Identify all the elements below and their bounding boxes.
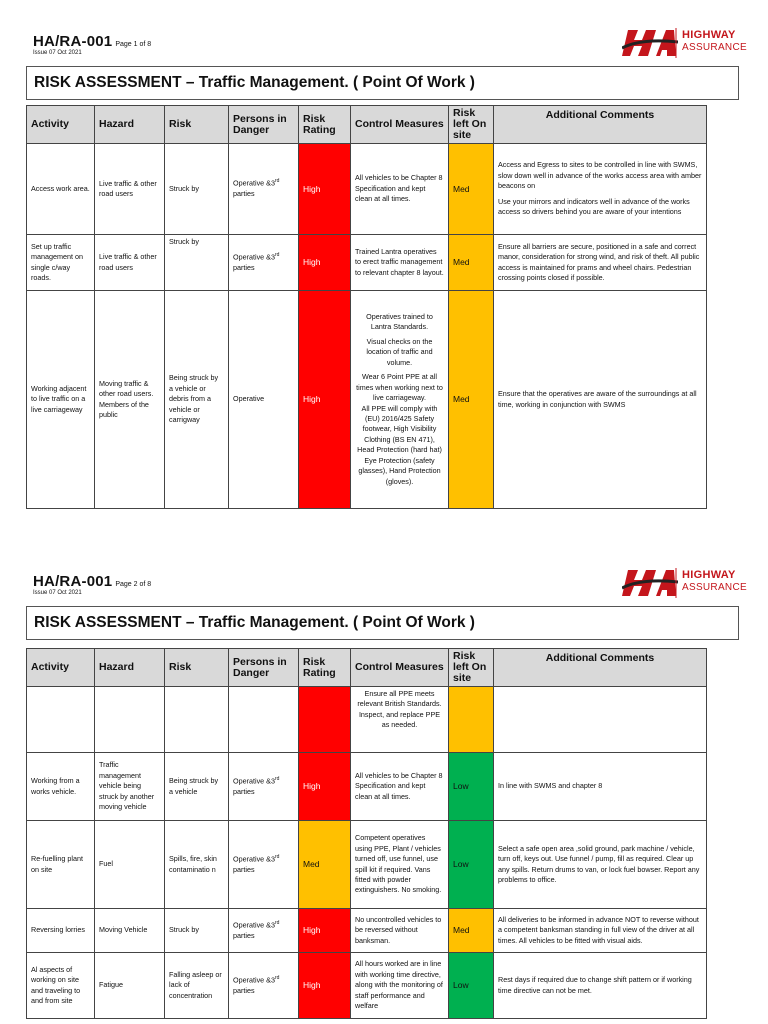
cell-left [449, 687, 494, 753]
col-activity: Activity [27, 649, 95, 687]
cell-comments [494, 909, 707, 953]
cell-activity: Re-fuelling plant on site [27, 821, 95, 909]
cell-left: Low [449, 821, 494, 909]
cell-risk: Struck by [165, 235, 229, 291]
col-left: Risk left On site [449, 106, 494, 144]
table-row [27, 753, 707, 821]
ordinal-suffix: rd [274, 775, 280, 782]
cell-persons: Operative &3rd parties [229, 909, 299, 953]
control-text: Trained Lantra operatives to erect traffic management to relevant chapter 8 layout. [355, 246, 444, 277]
cell-activity: Reversing lorries [27, 909, 95, 953]
cell-risk: Being struck by a vehicle or debris from a vehicle or carrigway [165, 291, 229, 509]
page-number: Page 2 of 8 [115, 581, 152, 588]
control-text: Ensure all PPE meets relevant British Standards. Inspect, and replace PPE as needed. [357, 689, 442, 730]
risk-table [26, 648, 707, 1019]
col-risk: Risk [165, 649, 229, 687]
col-persons: Persons in Danger [229, 106, 299, 144]
cell-rating: Med [299, 821, 351, 909]
logo-text-highway: HIGHWAY [682, 569, 736, 581]
logo-text-assurance: ASSURANCE [682, 582, 747, 593]
comment-text: Access and Egress to sites to be controlled in line with SWMS, slow down well in advance of the works access area with amber beacons on [498, 160, 702, 191]
control-text: All hours worked are in line with working time directive, along with the monitoring of staff performance and welfare [355, 959, 443, 1011]
control-text: Competent operatives using PPE, Plant / vehicles turned off, use funnel, use spill kit if required. Vans fitted with powder extinguishers. No smoking. [355, 833, 442, 895]
cell-activity [27, 687, 95, 753]
title-box [26, 606, 739, 640]
cell-rating: High [299, 144, 351, 235]
page-title: RISK ASSESSMENT – Traffic Management. ( Point Of Work ) [34, 74, 475, 91]
cell-rating: High [299, 953, 351, 1019]
cell-control [351, 753, 449, 821]
doc-header [33, 573, 151, 596]
cell-control [351, 953, 449, 1019]
cell-persons [229, 687, 299, 753]
ordinal-suffix: rd [274, 853, 280, 860]
cell-hazard [95, 687, 165, 753]
logo-text-assurance: ASSURANCE [682, 42, 747, 53]
logo-mark-icon [622, 26, 678, 60]
cell-persons: Operative [229, 291, 299, 509]
company-logo [622, 26, 747, 60]
control-text: All vehicles to be Chapter 8 Specification and kept clean at all times. [355, 770, 443, 801]
cell-risk: Struck by [165, 909, 229, 953]
cell-left: Med [449, 235, 494, 291]
cell-activity: Set up traffic management on single c/way roads. [27, 235, 95, 291]
risk-table [26, 105, 707, 509]
cell-comments [494, 753, 707, 821]
cell-control [351, 687, 449, 753]
ordinal-suffix: rd [274, 974, 280, 981]
doc-code: HA/RA-001 [33, 33, 113, 50]
col-risk: Risk [165, 106, 229, 144]
col-rating: Risk Rating [299, 649, 351, 687]
col-hazard: Hazard [95, 106, 165, 144]
cell-risk: Being struck by a vehicle [165, 753, 229, 821]
issue-date: Issue 07 Oct 2021 [33, 590, 82, 596]
cell-hazard: Fatigue [95, 953, 165, 1019]
control-text: Visual checks on the location of traffic and volume. [366, 336, 433, 367]
table-header-row [27, 106, 707, 144]
logo-text-highway: HIGHWAY [682, 29, 736, 41]
col-persons: Persons in Danger [229, 649, 299, 687]
cell-comments [494, 144, 707, 235]
cell-risk: Spills, fire, skin contaminatio n [165, 821, 229, 909]
cell-control [351, 821, 449, 909]
col-rating: Risk Rating [299, 106, 351, 144]
cell-persons: Operative &3rd parties [229, 753, 299, 821]
comment-text: Ensure all barriers are secure, positioned in a safe and correct manor, consideration for strong wind, and risk of theft. All public access is maintained for prams and wheel chairs. Pedestrian crossing points closed if possible. [498, 241, 700, 282]
ordinal-suffix: rd [274, 919, 280, 926]
control-text: Wear 6 Point PPE at all times when working next to live carriageway. [356, 372, 443, 403]
control-text: All PPE will comply with (EU) 2016/425 Safety footwear, High Visibility Clothing (BS EN 471), Head Protection (hard hat) Eye Protection (safety glasses), Hand Protection (gloves). [357, 403, 442, 486]
doc-header [33, 33, 151, 56]
cell-risk: Struck by [165, 144, 229, 235]
table-row [27, 909, 707, 953]
title-box [26, 66, 739, 100]
cell-hazard: Moving traffic & other road users. Members of the public [95, 291, 165, 509]
cell-hazard: Live traffic & other road users [95, 144, 165, 235]
company-logo [622, 566, 747, 600]
cell-persons: Operative &3rd parties [229, 235, 299, 291]
cell-hazard: Moving Vehicle [95, 909, 165, 953]
cell-control [351, 291, 449, 509]
ordinal-suffix: rd [274, 178, 280, 185]
page-title: RISK ASSESSMENT – Traffic Management. ( Point Of Work ) [34, 614, 475, 631]
cell-activity: Access work area. [27, 144, 95, 235]
col-comments: Additional Comments [494, 106, 707, 144]
cell-control [351, 144, 449, 235]
ordinal-suffix: rd [274, 251, 280, 258]
table-row [27, 821, 707, 909]
col-left: Risk left On site [449, 649, 494, 687]
col-control: Control Measures [351, 649, 449, 687]
cell-activity: Working adjacent to live traffic on a live carriageway [27, 291, 95, 509]
cell-rating: High [299, 235, 351, 291]
col-comments: Additional Comments [494, 649, 707, 687]
cell-comments [494, 687, 707, 753]
cell-activity: Al aspects of working on site and traveling to and from site [27, 953, 95, 1019]
logo-mark-icon [622, 566, 678, 600]
cell-persons: Operative &3rd parties [229, 821, 299, 909]
cell-activity: Working from a works vehicle. [27, 753, 95, 821]
col-control: Control Measures [351, 106, 449, 144]
col-activity: Activity [27, 106, 95, 144]
cell-rating: High [299, 909, 351, 953]
doc-code: HA/RA-001 [33, 573, 113, 590]
cell-control [351, 235, 449, 291]
comment-text: In line with SWMS and chapter 8 [498, 781, 603, 791]
cell-hazard: Traffic management vehicle being struck by another moving vehicle [95, 753, 165, 821]
cell-left: Low [449, 953, 494, 1019]
page-number: Page 1 of 8 [115, 41, 152, 48]
cell-comments [494, 821, 707, 909]
table-row [27, 235, 707, 291]
col-hazard: Hazard [95, 649, 165, 687]
control-text: Operatives trained to Lantra Standards. [366, 312, 433, 332]
comment-text: Select a safe open area ,solid ground, park machine / vehicle, turn off, keys out. Use funnel / pump, fill as required. Clear up any spills. Return drums to van, or lock fuel bowser. Report any problems to office. [498, 843, 700, 884]
cell-left: Low [449, 753, 494, 821]
cell-left: Med [449, 144, 494, 235]
cell-persons: Operative &3rd parties [229, 953, 299, 1019]
table-row [27, 291, 707, 509]
cell-comments [494, 291, 707, 509]
comment-text: Ensure that the operatives are aware of the surroundings at all time, working in conjunction with SWMS [498, 389, 697, 409]
issue-date: Issue 07 Oct 2021 [33, 50, 82, 56]
cell-comments [494, 953, 707, 1019]
cell-risk: Falling asleep or lack of concentration [165, 953, 229, 1019]
cell-rating [299, 687, 351, 753]
cell-left: Med [449, 291, 494, 509]
cell-left: Med [449, 909, 494, 953]
comment-text: All deliveries to be informed in advance NOT to reverse without a competent banksman standing in full view of the driver at all times. All vehicles to be fitted with visual aids. [498, 914, 699, 945]
cell-comments [494, 235, 707, 291]
cell-control [351, 909, 449, 953]
cell-hazard: Live traffic & other road users [95, 235, 165, 291]
table-row [27, 144, 707, 235]
cell-rating: High [299, 753, 351, 821]
table-row [27, 953, 707, 1019]
table-row [27, 687, 707, 753]
cell-hazard: Fuel [95, 821, 165, 909]
cell-rating: High [299, 291, 351, 509]
cell-persons: Operative &3rd parties [229, 144, 299, 235]
comment-text: Rest days if required due to change shift pattern or if working time directive can not be met. [498, 975, 692, 995]
control-text: All vehicles to be Chapter 8 Specification and kept clean at all times. [355, 173, 443, 204]
control-text: No uncontrolled vehicles to be reversed without banksman. [355, 914, 442, 945]
comment-text: Use your mirrors and indicators well in advance of the works access so drivers behind you are aware of your intentions [498, 196, 690, 217]
table-header-row [27, 649, 707, 687]
cell-risk [165, 687, 229, 753]
